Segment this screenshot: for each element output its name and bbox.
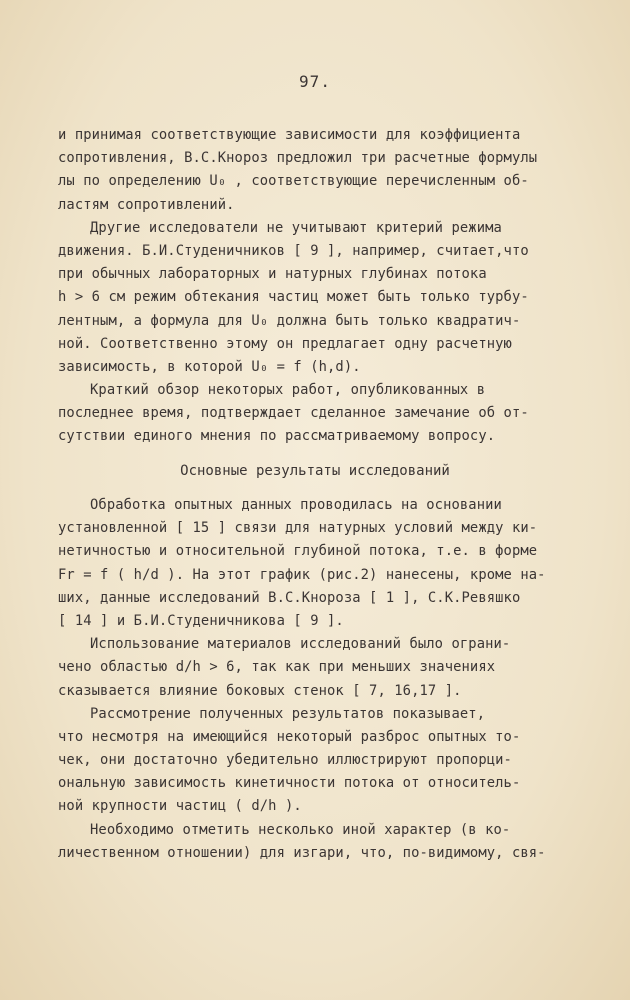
text-line: лентным, а формула для U₀ должна быть только квадратич- xyxy=(58,312,521,329)
text-line: ной крупности частиц ( d/h ). xyxy=(58,798,302,815)
text-line: Краткий обзор некоторых работ, опубликованных в xyxy=(90,382,486,399)
text-line: зависимость, в которой U₀ = f (h,d). xyxy=(58,358,361,375)
text-line: ной. Соответственно этому он предлагает одну расчетную xyxy=(58,335,512,352)
text-line: личественном отношении) для изгари, что, по-видимому, свя- xyxy=(58,844,546,861)
text-line: Использование материалов исследований было ограни- xyxy=(90,636,511,653)
text-line: Fr = f ( h/d ). На этот график (рис.2) нанесены, кроме на- xyxy=(58,566,546,583)
text-line: чено областью d/h > 6, так как при меньших значениях xyxy=(58,659,496,676)
section-heading: Основные результаты исследований xyxy=(180,463,450,479)
text-line: Необходимо отметить несколько иной характер (в ко- xyxy=(90,821,511,838)
text-line: при обычных лабораторных и натурных глубинах потока xyxy=(58,266,487,283)
text-line: чек, они достаточно убедительно иллюстрируют пропорци- xyxy=(58,752,512,769)
text-line: лы по определению U₀ , соответствующие перечисленным об- xyxy=(58,173,529,190)
text-line: и принимая соответствующие зависимости для коэффициента xyxy=(58,127,521,143)
text-line: ластям сопротивлений. xyxy=(58,196,235,213)
body-text-bottom xyxy=(58,494,598,865)
body-text-top xyxy=(58,124,598,449)
text-line: установленной [ 15 ] связи для натурных условий между ки- xyxy=(58,520,538,537)
text-line: [ 14 ] и Б.И.Студеничникова [ 9 ]. xyxy=(58,612,344,629)
text-line: ональную зависимость кинетичности потока от относитель- xyxy=(58,775,521,792)
text-line: сутствии единого мнения по рассматриваемому вопросу. xyxy=(58,428,496,445)
text-line: ших, данные исследований В.С.Кнороза [ 1 ], С.К.Ревяшко xyxy=(58,589,521,606)
text-line: сказывается влияние боковых стенок [ 7, 16,17 ]. xyxy=(58,682,462,699)
text-line: сопротивления, В.С.Кнороз предложил три расчетные формулы xyxy=(58,150,538,167)
text-line: что несмотря на имеющийся некоторый разброс опытных то- xyxy=(58,728,521,745)
text-line: Другие исследователи не учитывают критерий режима xyxy=(90,219,502,236)
text-line: нетичностью и относительной глубиной потока, т.е. в форме xyxy=(58,543,538,560)
text-line: Рассмотрение полученных результатов показывает, xyxy=(90,705,486,722)
text-line: последнее время, подтверждает сделанное замечание об от- xyxy=(58,405,529,422)
page-number: 97. xyxy=(299,72,331,91)
text-line: Обработка опытных данных проводилась на основании xyxy=(90,497,502,513)
text-line: движения. Б.И.Студеничников [ 9 ], например, считает,что xyxy=(58,242,529,259)
text-line: h > 6 см режим обтекания частиц может быть только турбу- xyxy=(58,289,529,306)
